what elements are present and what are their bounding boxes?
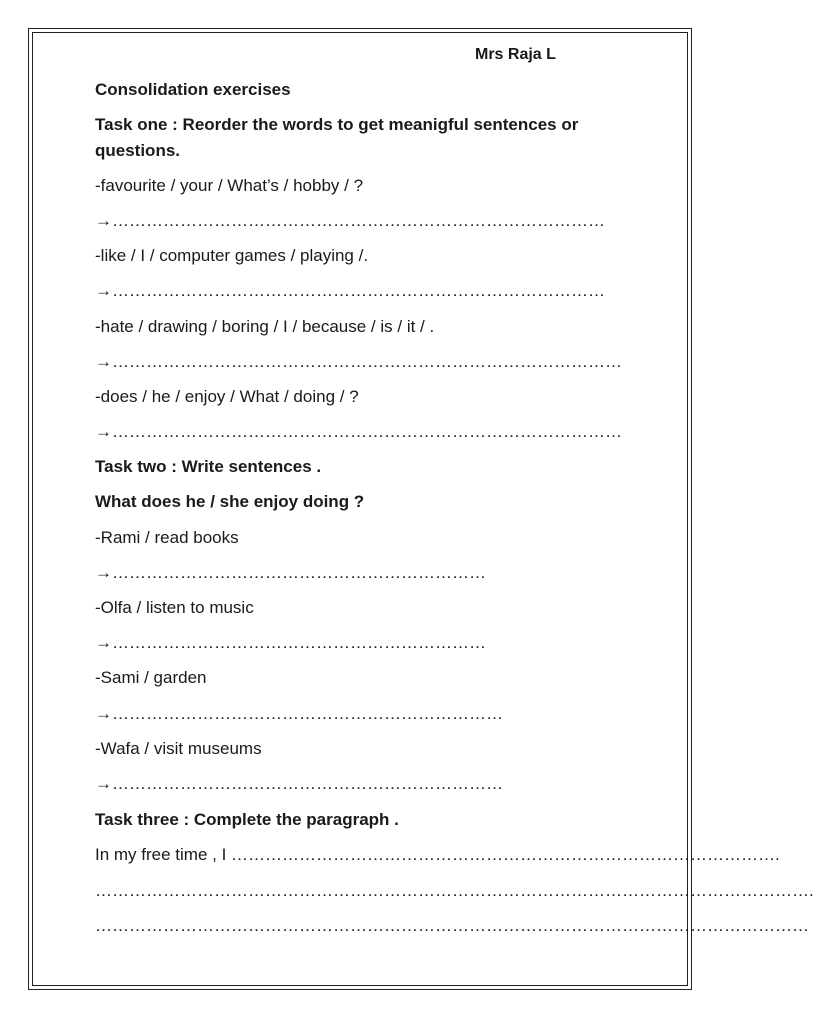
task-one-prompt-2: -like / I / computer games / playing /. — [95, 246, 369, 265]
task-two-prompt-2: -Olfa / listen to music — [95, 598, 254, 617]
author-name: Mrs Raja L — [475, 46, 556, 63]
task-one-answer-line-3[interactable]: →……………………………………………………………………………… — [95, 352, 622, 371]
task-two-subtitle: What does he / she enjoy doing ? — [95, 492, 365, 511]
worksheet-heading: Consolidation exercises — [95, 80, 291, 99]
task-three-title: Task three : Complete the paragraph . — [95, 810, 399, 829]
task-two-answer-line-2[interactable]: →………………………………………………………… — [95, 633, 486, 652]
task-one-prompt-4: -does / he / enjoy / What / doing / ? — [95, 387, 359, 406]
task-two-prompt-3: -Sami / garden — [95, 668, 207, 687]
task-one-title: Task one : Reorder the words to get meanigful sentences or questions. — [95, 115, 579, 160]
task-one-prompt-3: -hate / drawing / boring / I / because / is / it / . — [95, 317, 435, 336]
task-two-prompt-4: -Wafa / visit museums — [95, 739, 262, 758]
task-two-prompt-1: -Rami / read books — [95, 528, 239, 547]
task-three-line-3[interactable]: ……………………………………………………………………………………………………………… — [95, 916, 809, 935]
task-two-answer-line-1[interactable]: →………………………………………………………… — [95, 563, 486, 582]
task-three-line-1[interactable]: In my free time , I ……………………………………………………………………………………. — [95, 845, 780, 864]
task-two-answer-line-4[interactable]: →…………………………………………………………… — [95, 774, 503, 793]
task-one-answer-line-1[interactable]: →…………………………………………………………………………… — [95, 211, 605, 230]
task-one-prompt-1: -favourite / your / What’s / hobby / ? — [95, 176, 364, 195]
task-one-answer-line-2[interactable]: →…………………………………………………………………………… — [95, 281, 605, 300]
task-two-title: Task two : Write sentences . — [95, 457, 322, 476]
task-one-answer-line-4[interactable]: →……………………………………………………………………………… — [95, 422, 622, 441]
task-three-line-2[interactable]: ………………………………………………………………………………………………………………. — [95, 881, 814, 900]
task-two-answer-line-3[interactable]: →…………………………………………………………… — [95, 704, 503, 723]
